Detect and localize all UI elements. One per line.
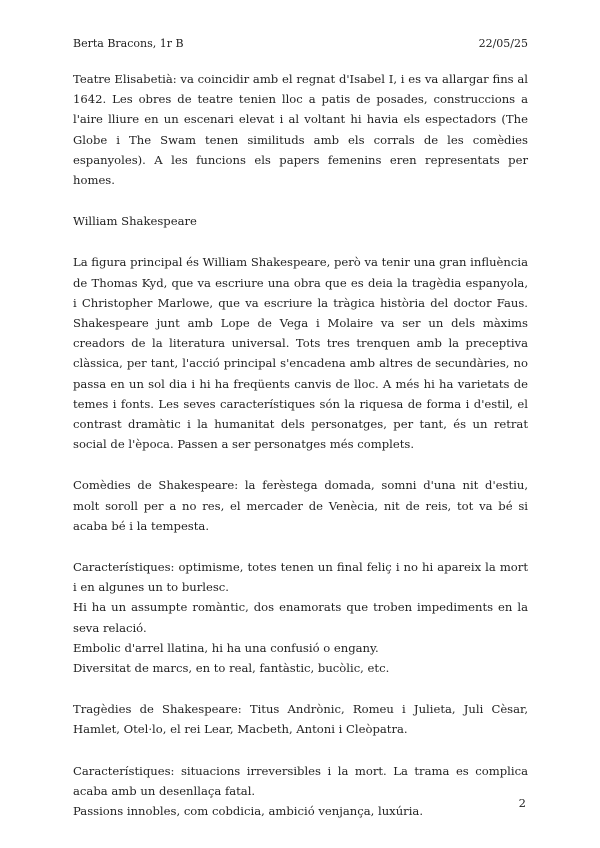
- paragraph-comedies-embolic: Embolic d'arrel llatina, hi ha una confusió o engany.: [73, 640, 379, 655]
- document-body: [73, 69, 528, 821]
- page-number: 2: [518, 796, 526, 810]
- paragraph-comedies-assumpte: Hi ha un assumpte romàntic, dos enamorats que troben impediments en la seva relació.: [73, 600, 528, 635]
- author-name: Berta Bracons, 1r B: [73, 37, 184, 50]
- document-date: 22/05/25: [478, 37, 528, 50]
- paragraph-comedies: Comèdies de Shakespeare: la ferèstega domada, somni d'una nit d'estiu, molt soroll per a no res, el mercader de Venècia, nit de reis, tot va bé si acaba bé i la tempesta.: [73, 478, 528, 533]
- section-heading-shakespeare: William Shakespeare: [73, 214, 197, 229]
- page-header: [73, 36, 528, 52]
- paragraph-comedies-caracteristiques: Característiques: optimisme, totes tenen un final feliç i no hi apareix la mort i en algunes un to burlesc.: [73, 560, 528, 595]
- paragraph-shakespeare-figura: La figura principal és William Shakespeare, però va tenir una gran influència de Thomas Kyd, que va escriure una obra que es deia la tragèdia espanyola, i Christopher Marlowe, que va escriure la tràgica història del doctor Faus. Shakespeare junt amb Lope de Vega i Molaire va ser un dels màxims creadors de la literatura universal. Tots tres trenquen amb la preceptiva clàssica, per tant, l'acció principal s'encadena amb altres de secundàries, no passa en un sol dia i hi ha freqüents canvis de lloc. A més hi ha varietats de temes i fonts. Les seves característiques són la riquesa de forma i d'estil, el contrast dramàtic i la humanitat dels personatges, per tant, és un retrat social de l'època. Passen a ser personatges més complets.: [73, 255, 528, 452]
- paragraph-teatre-elisabetia: Teatre Elisabetià: va coincidir amb el regnat d'Isabel I, i es va allargar fins al 1642. Les obres de teatre tenien lloc a patis de posades, construccions a l'aire lliure en un escenari elevat i al voltant hi havia els espectadors (The Globe i The Swam tenen similituds amb els corrals de les comèdies espanyoles). A les funcions els papers femenins eren representats per homes.: [73, 72, 528, 188]
- paragraph-tragedies-passions: Passions innobles, com cobdicia, ambició venjança, luxúria.: [73, 804, 424, 819]
- paragraph-tragedies-caracteristiques: Característiques: situacions irreversibles i la mort. La trama es complica acaba amb un desenllaça fatal.: [73, 763, 528, 798]
- paragraph-tragedies: Tragèdies de Shakespeare: Titus Andrònic, Romeu i Julieta, Juli Cèsar, Hamlet, Otel·lo, el rei Lear, Macbeth, Antoni i Cleòpatra.: [73, 702, 528, 737]
- paragraph-comedies-marcs: Diversitat de marcs, en to real, fantàstic, bucòlic, etc.: [73, 661, 390, 676]
